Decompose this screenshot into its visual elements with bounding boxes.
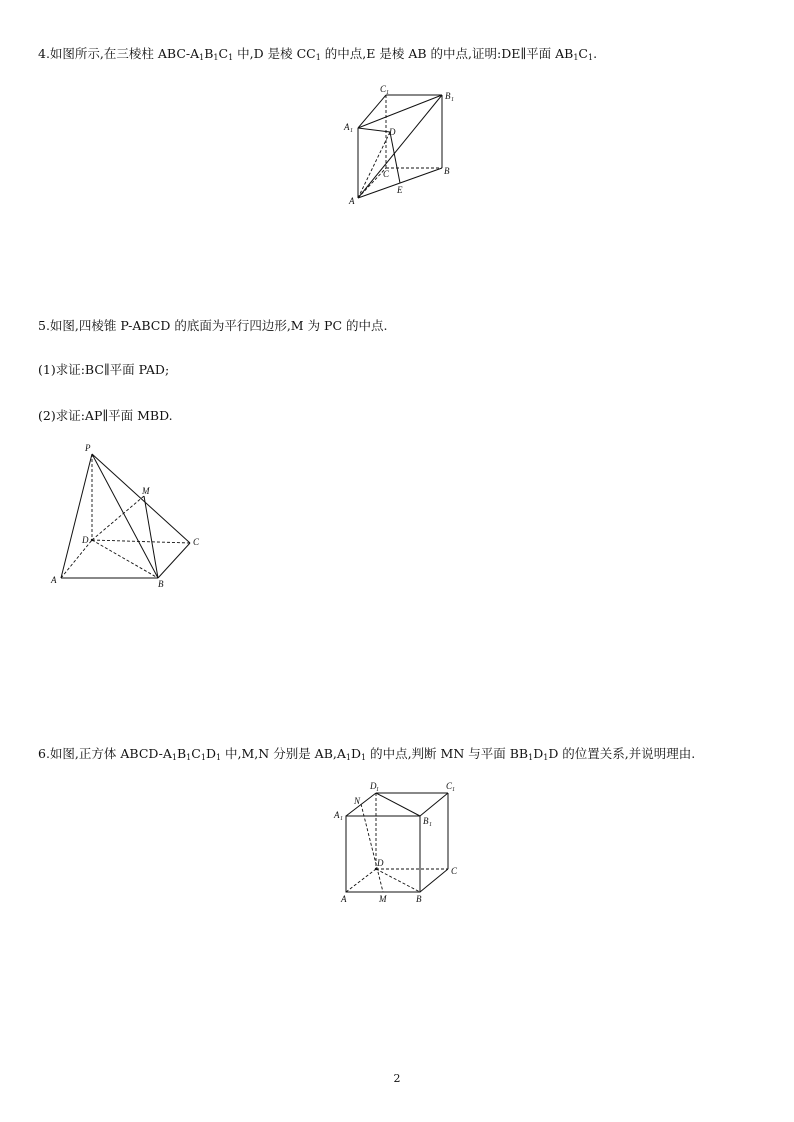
label-A: A	[349, 196, 355, 206]
label-D: D	[377, 858, 384, 868]
label-D: D	[389, 127, 396, 137]
label-N: N	[354, 796, 361, 806]
label-B: B	[158, 579, 164, 589]
label-E: E	[397, 185, 403, 195]
figure-triangular-prism	[340, 82, 470, 212]
problem-5-title: 5.如图,四棱锥 P-ABCD 的底面为平行四边形,M 为 PC 的中点.	[38, 318, 388, 333]
problem-5-part-2: (2)求证:AP∥平面 MBD.	[38, 408, 173, 423]
label-B1: B	[445, 91, 451, 101]
problem-4-text: 4.如图所示,在三棱柱 ABC-$A_1B_1C_1$ 中,D 是棱 $CC_1$ 的中点,E 是棱 AB 的中点,证明:DE∥平面 $AB_1C_1$.	[38, 46, 598, 62]
label-C: C	[193, 537, 200, 547]
label-A1: A	[334, 810, 340, 820]
problem-5-part-1: (1)求证:BC∥平面 PAD;	[38, 362, 170, 377]
label-B: B	[416, 894, 422, 904]
label-A: A	[51, 575, 57, 585]
label-D: D	[82, 535, 89, 545]
problem-6-text: 6.如图,正方体 ABCD-$A_1B_1C_1D_1$ 中,M,N 分别是 $AB,A_1D_1$ 的中点,判断 MN 与平面 $BB_1D_1D$ 的位置关系,并说明理由.	[38, 746, 696, 762]
figure-cube	[330, 778, 470, 908]
label-C1: C	[380, 84, 387, 94]
label-C: C	[383, 169, 390, 179]
label-B1: B	[423, 816, 429, 826]
label-A1: A	[344, 122, 350, 132]
label-A: A	[341, 894, 347, 904]
label-C: C	[451, 866, 458, 876]
label-sub: 1	[386, 90, 389, 96]
label-sub: 1	[429, 822, 432, 828]
label-sub: 1	[376, 787, 379, 793]
figure-quadrilateral-pyramid	[48, 440, 218, 595]
label-C1: C	[446, 781, 453, 791]
label-sub: 1	[451, 97, 454, 103]
label-sub: 1	[452, 787, 455, 793]
label-P: P	[85, 443, 91, 453]
label-D1: D	[370, 781, 377, 791]
label-sub: 1	[350, 128, 353, 134]
label-B: B	[444, 166, 450, 176]
label-M: M	[142, 486, 150, 496]
page-number: 2	[393, 1072, 401, 1085]
label-M: M	[379, 894, 387, 904]
label-sub: 1	[340, 816, 343, 822]
